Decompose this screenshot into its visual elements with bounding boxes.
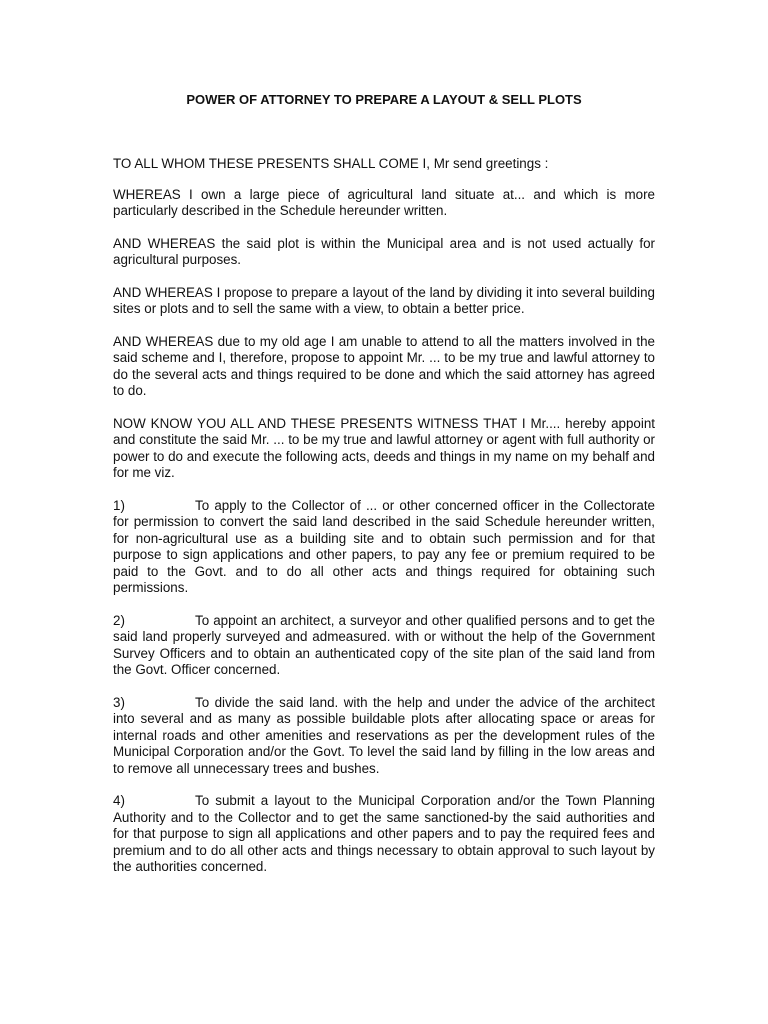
clause-2 — [113, 613, 655, 679]
paragraph-whereas-municipal: AND WHEREAS the said plot is within the Municipal area and is not used actually for agricultural purposes. — [113, 235, 655, 267]
paragraph-now-know: NOW KNOW YOU ALL AND THESE PRESENTS WITNESS THAT I Mr.... hereby appoint and constitute the said Mr. ... to be my true and lawful attorney or agent with full authority or power to do and execute the following acts, deeds and things in my name on my behalf and for me viz. — [113, 415, 655, 480]
clause-number: 2) — [113, 612, 125, 628]
paragraph-whereas-layout: AND WHEREAS I propose to prepare a layout of the land by dividing it into several building sites or plots and to sell the same with a view, to obtain a better price. — [113, 284, 655, 316]
clause-number: 3) — [113, 694, 125, 710]
paragraph-whereas-land: WHEREAS I own a large piece of agricultural land situate at... and which is more particularly described in the Schedule hereunder written. — [113, 186, 655, 218]
clause-text: To submit a layout to the Municipal Corporation and/or the Town Planning Authority and to the Collector and to get the same sanctioned-by the said authorities and for that purpose to sign all applications and other papers and to pay the required fees and premium and to do all other acts and things necessary to obtain approval to such layout by the authorities concerned. — [113, 793, 655, 874]
clause-4 — [113, 793, 655, 876]
clause-1 — [113, 498, 655, 597]
clause-number: 4) — [113, 793, 125, 808]
clause-number: 1) — [113, 497, 125, 513]
greeting-line: TO ALL WHOM THESE PRESENTS SHALL COME I, Mr send greetings : — [113, 156, 549, 171]
document-page — [113, 90, 655, 892]
clause-text: To apply to the Collector of ... or other concerned officer in the Collectorate for permission to convert the said land described in the said Schedule hereunder written, for non-agricultural use as a building site and to obtain such permission and for that purpose to sign applications and other papers, to pay any fee or premium required to be paid to the Govt. and to do all other acts and things required for obtaining such permissions. — [113, 497, 655, 595]
clause-text: To appoint an architect, a surveyor and other qualified persons and to get the said land properly surveyed and admeasured. with or without the help of the Government Survey Officers and to obtain an authenticated copy of the site plan of the said land from the Govt. Officer concerned. — [113, 612, 655, 677]
document-title: POWER OF ATTORNEY TO PREPARE A LAYOUT & SELL PLOTS — [186, 92, 582, 107]
paragraph-whereas-old-age: AND WHEREAS due to my old age I am unable to attend to all the matters involved in the said scheme and I, therefore, propose to appoint Mr. ... to be my true and lawful attorney to do the several acts and things required to be done and which the said attorney has agreed to do. — [113, 333, 655, 398]
clause-3 — [113, 695, 655, 778]
clause-text: To divide the said land. with the help and under the advice of the architect into several and as many as possible buildable plots after allocating space or areas for internal roads and other amenities and reservations as per the development rules of the Municipal Corporation and/or the Govt. To level the said land by filling in the low areas and to remove all unnecessary trees and bushes. — [113, 694, 655, 776]
